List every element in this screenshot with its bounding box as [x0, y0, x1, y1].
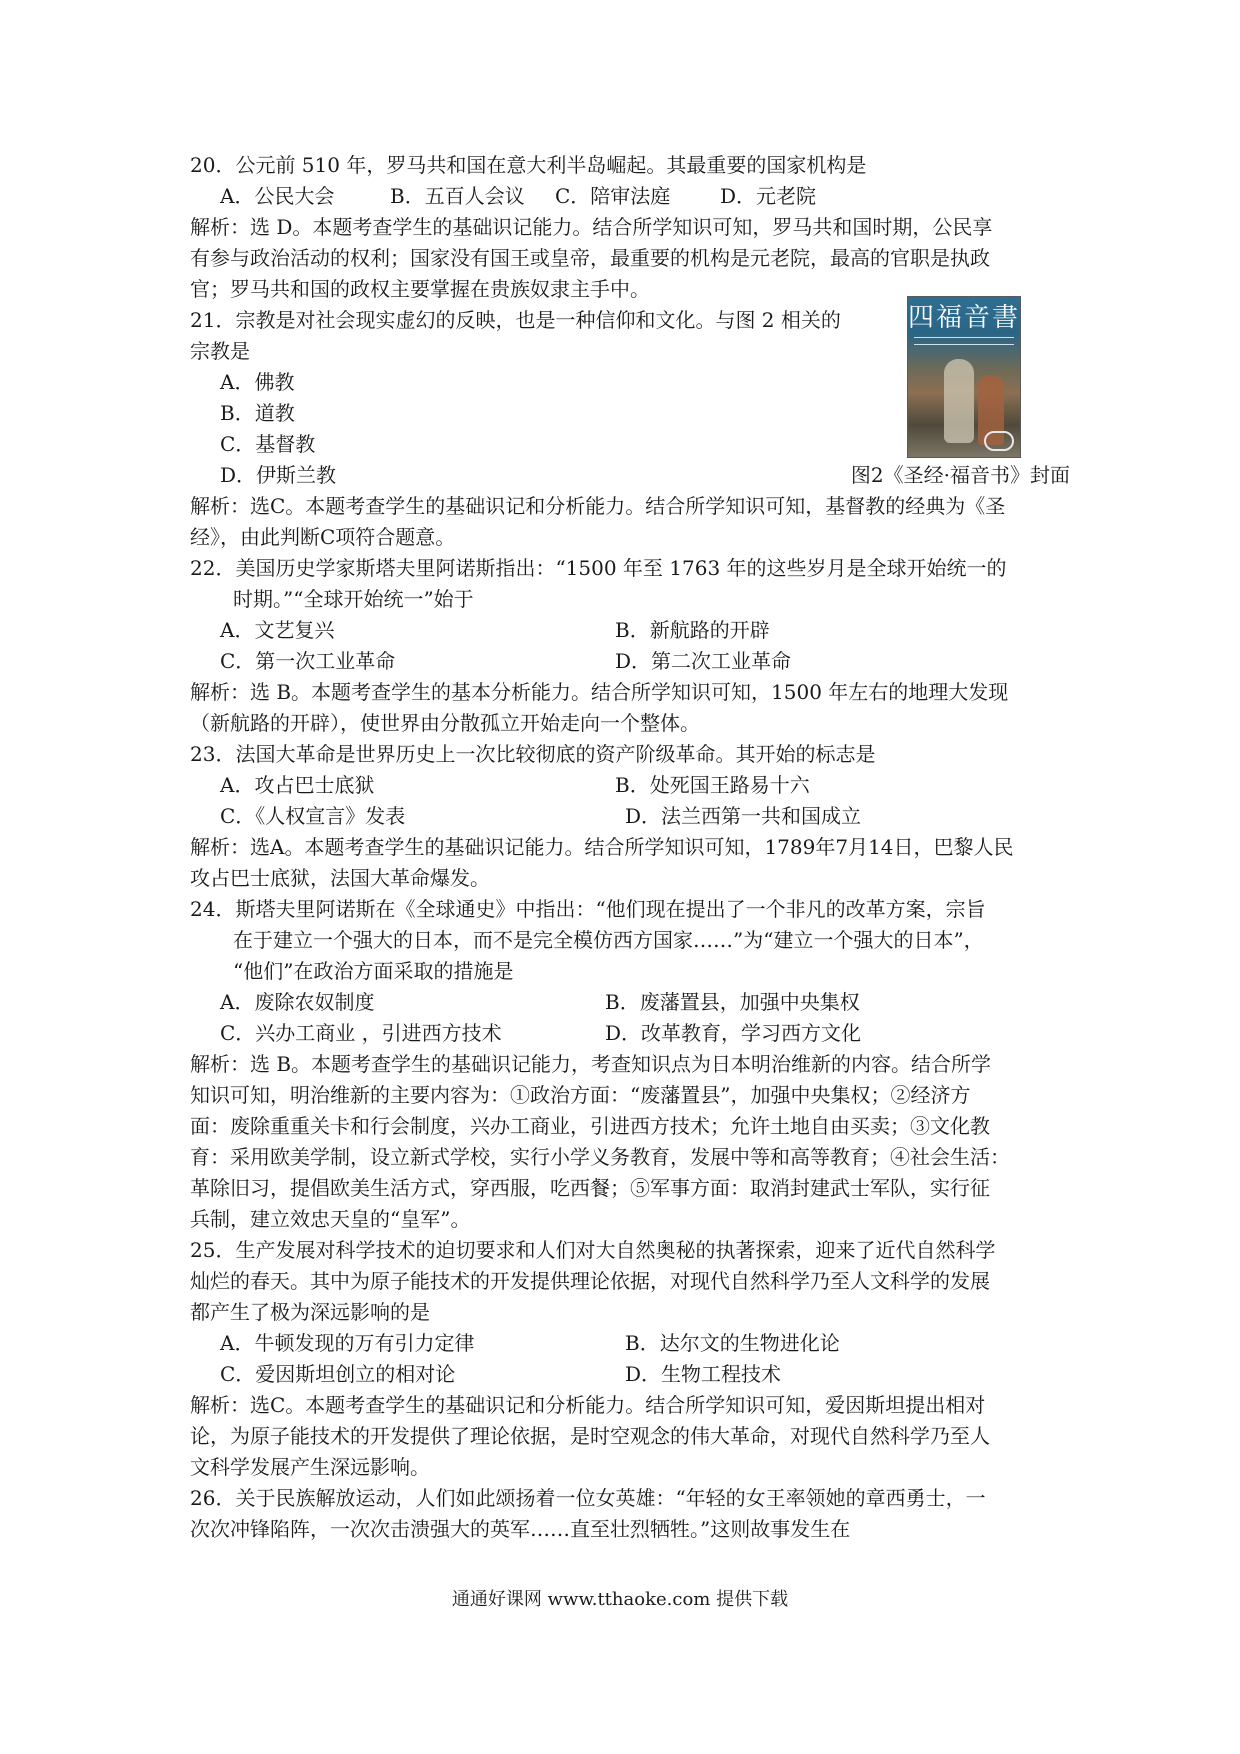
q22-stem: 时期。”“全球开始统一”始于 — [233, 587, 474, 611]
q20-option-b: B．五百人会议 — [390, 184, 525, 208]
q20-stem: 20．公元前 510 年，罗马共和国在意大利半岛崛起。其最重要的国家机构是 — [190, 153, 867, 177]
q26-stem: 次次冲锋陷阵，一次次击溃强大的英军……直至壮烈牺牲。”这则故事发生在 — [190, 1517, 851, 1541]
q24-option-d: D．改革教育，学习西方文化 — [605, 1021, 862, 1045]
q25-option-d: D．生物工程技术 — [625, 1362, 782, 1386]
q23-analysis-line: 解析：选A。本题考查学生的基础识记能力。结合所学知识可知，1789年7月14日，巴黎人民 — [190, 835, 1014, 859]
q24-option-c: C．兴办工商业 ，引进西方技术 — [220, 1021, 502, 1045]
q20-analysis-line: 有参与政治活动的权利；国家没有国王或皇帝，最重要的机构是元老院，最高的官职是执政 — [190, 246, 990, 270]
q22-option-d: D．第二次工业革命 — [615, 649, 792, 673]
q23-options-row — [190, 770, 1070, 801]
q25-stem: 都产生了极为深远影响的是 — [190, 1300, 430, 1324]
q21-stem: 21．宗教是对社会现实虚幻的反映，也是一种信仰和文化。与图 2 相关的 — [190, 308, 841, 332]
q22-analysis-line: 解析：选 B。本题考查学生的基本分析能力。结合所学知识可知，1500 年左右的地理大发现 — [190, 680, 1009, 704]
q21-option-a: A．佛教 — [220, 370, 295, 394]
q23-analysis-line: 攻占巴士底狱，法国大革命爆发。 — [190, 866, 490, 890]
q23-option-c: C．《人权宣言》发表 — [220, 804, 406, 828]
q20-option-a: A．公民大会 — [220, 184, 335, 208]
publisher-logo-icon — [984, 431, 1014, 451]
q25-analysis-line: 论，为原子能技术的开发提供了理论依据，是时空观念的伟大革命，对现代自然科学乃至人 — [190, 1424, 990, 1448]
q22-stem: 22．美国历史学家斯塔夫里阿诺斯指出：“1500 年至 1763 年的这些岁月是全球开始统一的 — [190, 556, 1007, 580]
q24-analysis-line: 知识可知，明治维新的主要内容为：①政治方面：“废藩置县”，加强中央集权；②经济方 — [190, 1083, 971, 1107]
q25-stem: 灿烂的春天。其中为原子能技术的开发提供理论依据，对现代自然科学乃至人文科学的发展 — [190, 1269, 990, 1293]
footer-source: 通通好课网 www.tthaoke.com 提供下载 — [451, 1589, 789, 1610]
q24-option-a: A．废除农奴制度 — [220, 990, 375, 1014]
q24-analysis-line: 革除旧习，提倡欧美生活方式，穿西服，吃西餐；⑤军事方面：取消封建武士军队，实行征 — [190, 1176, 990, 1200]
q22-analysis-line: （新航路的开辟），使世界由分散孤立开始走向一个整体。 — [190, 711, 700, 735]
q21-option-d-row — [190, 460, 1070, 491]
q21-option-c: C．基督教 — [220, 432, 316, 456]
q24-stem: 24．斯塔夫里阿诺斯在《全球通史》中指出：“他们现在提出了一个非凡的改革方案，宗旨 — [190, 897, 986, 921]
q25-options-row — [190, 1359, 1070, 1390]
figure-title: 四福音書 — [908, 303, 1021, 333]
question-list — [190, 150, 1070, 1545]
q22-options-row — [190, 646, 1070, 677]
q26-stem: 26．关于民族解放运动，人们如此颂扬着一位女英雄：“年轻的女王率领她的章西勇士，一 — [190, 1486, 986, 1510]
q20-option-d: D．元老院 — [720, 184, 817, 208]
q20-options — [190, 181, 1070, 212]
cover-rule — [914, 337, 1014, 345]
q24-stem: 在于建立一个强大的日本，而不是完全模仿西方国家……”为“建立一个强大的日本”， — [233, 928, 984, 952]
q23-option-b: B．处死国王路易十六 — [615, 773, 810, 797]
q21-analysis-line: 经》，由此判断C项符合题意。 — [190, 525, 456, 549]
q22-options-row — [190, 615, 1070, 646]
cover-figure — [944, 359, 974, 443]
q24-options-row — [190, 987, 1070, 1018]
q20-analysis-line: 解析：选 D。本题考查学生的基础识记能力。结合所学知识可知，罗马共和国时期，公民享 — [190, 215, 993, 239]
q25-option-b: B．达尔文的生物进化论 — [625, 1331, 840, 1355]
q24-analysis-line: 解析：选 B。本题考查学生的基础识记能力，考查知识点为日本明治维新的内容。结合所学 — [190, 1052, 992, 1076]
q23-options-row — [190, 801, 1070, 832]
q24-analysis-line: 兵制，建立效忠天皇的“皇军”。 — [190, 1207, 471, 1231]
q25-analysis-line: 解析：选C。本题考查学生的基础识记和分析能力。结合所学知识可知，爱因斯坦提出相对 — [190, 1393, 986, 1417]
q22-option-c: C．第一次工业革命 — [220, 649, 396, 673]
q24-options-row — [190, 1018, 1070, 1049]
q24-analysis-line: 面：废除重重关卡和行会制度，兴办工商业，引进西方技术；允许土地自由买卖；③文化教 — [190, 1114, 990, 1138]
q22-option-a: A．文艺复兴 — [220, 618, 335, 642]
q25-option-c: C．爱因斯坦创立的相对论 — [220, 1362, 456, 1386]
q25-options-row — [190, 1328, 1070, 1359]
q22-option-b: B．新航路的开辟 — [615, 618, 770, 642]
q20-analysis-line: 官；罗马共和国的政权主要掌握在贵族奴隶主手中。 — [190, 277, 650, 301]
q24-stem: “他们”在政治方面采取的措施是 — [233, 959, 514, 983]
q25-option-a: A．牛顿发现的万有引力定律 — [220, 1331, 475, 1355]
q21-stem: 宗教是 — [190, 339, 250, 363]
q23-option-d: D．法兰西第一共和国成立 — [625, 804, 862, 828]
q24-option-b: B．废藩置县，加强中央集权 — [605, 990, 860, 1014]
bible-cover-image — [907, 296, 1021, 458]
q21-analysis-line: 解析：选C。本题考查学生的基础识记和分析能力。结合所学知识可知，基督教的经典为《圣 — [190, 494, 1006, 518]
q23-option-a: A．攻占巴士底狱 — [220, 773, 375, 797]
q21-option-d: D．伊斯兰教 — [220, 463, 337, 487]
q21-option-b: B．道教 — [220, 401, 295, 425]
q24-analysis-line: 育：采用欧美学制，设立新式学校，实行小学义务教育，发展中等和高等教育；④社会生活： — [190, 1145, 1010, 1169]
q25-stem: 25．生产发展对科学技术的迫切要求和人们对大自然奥秘的执著探索，迎来了近代自然科学 — [190, 1238, 996, 1262]
q20-option-c: C．陪审法庭 — [555, 184, 671, 208]
figure-caption: 图2《圣经·福音书》封面 — [850, 463, 1070, 487]
q23-stem: 23．法国大革命是世界历史上一次比较彻底的资产阶级革命。其开始的标志是 — [190, 742, 876, 766]
q25-analysis-line: 文科学发展产生深远影响。 — [190, 1455, 430, 1479]
